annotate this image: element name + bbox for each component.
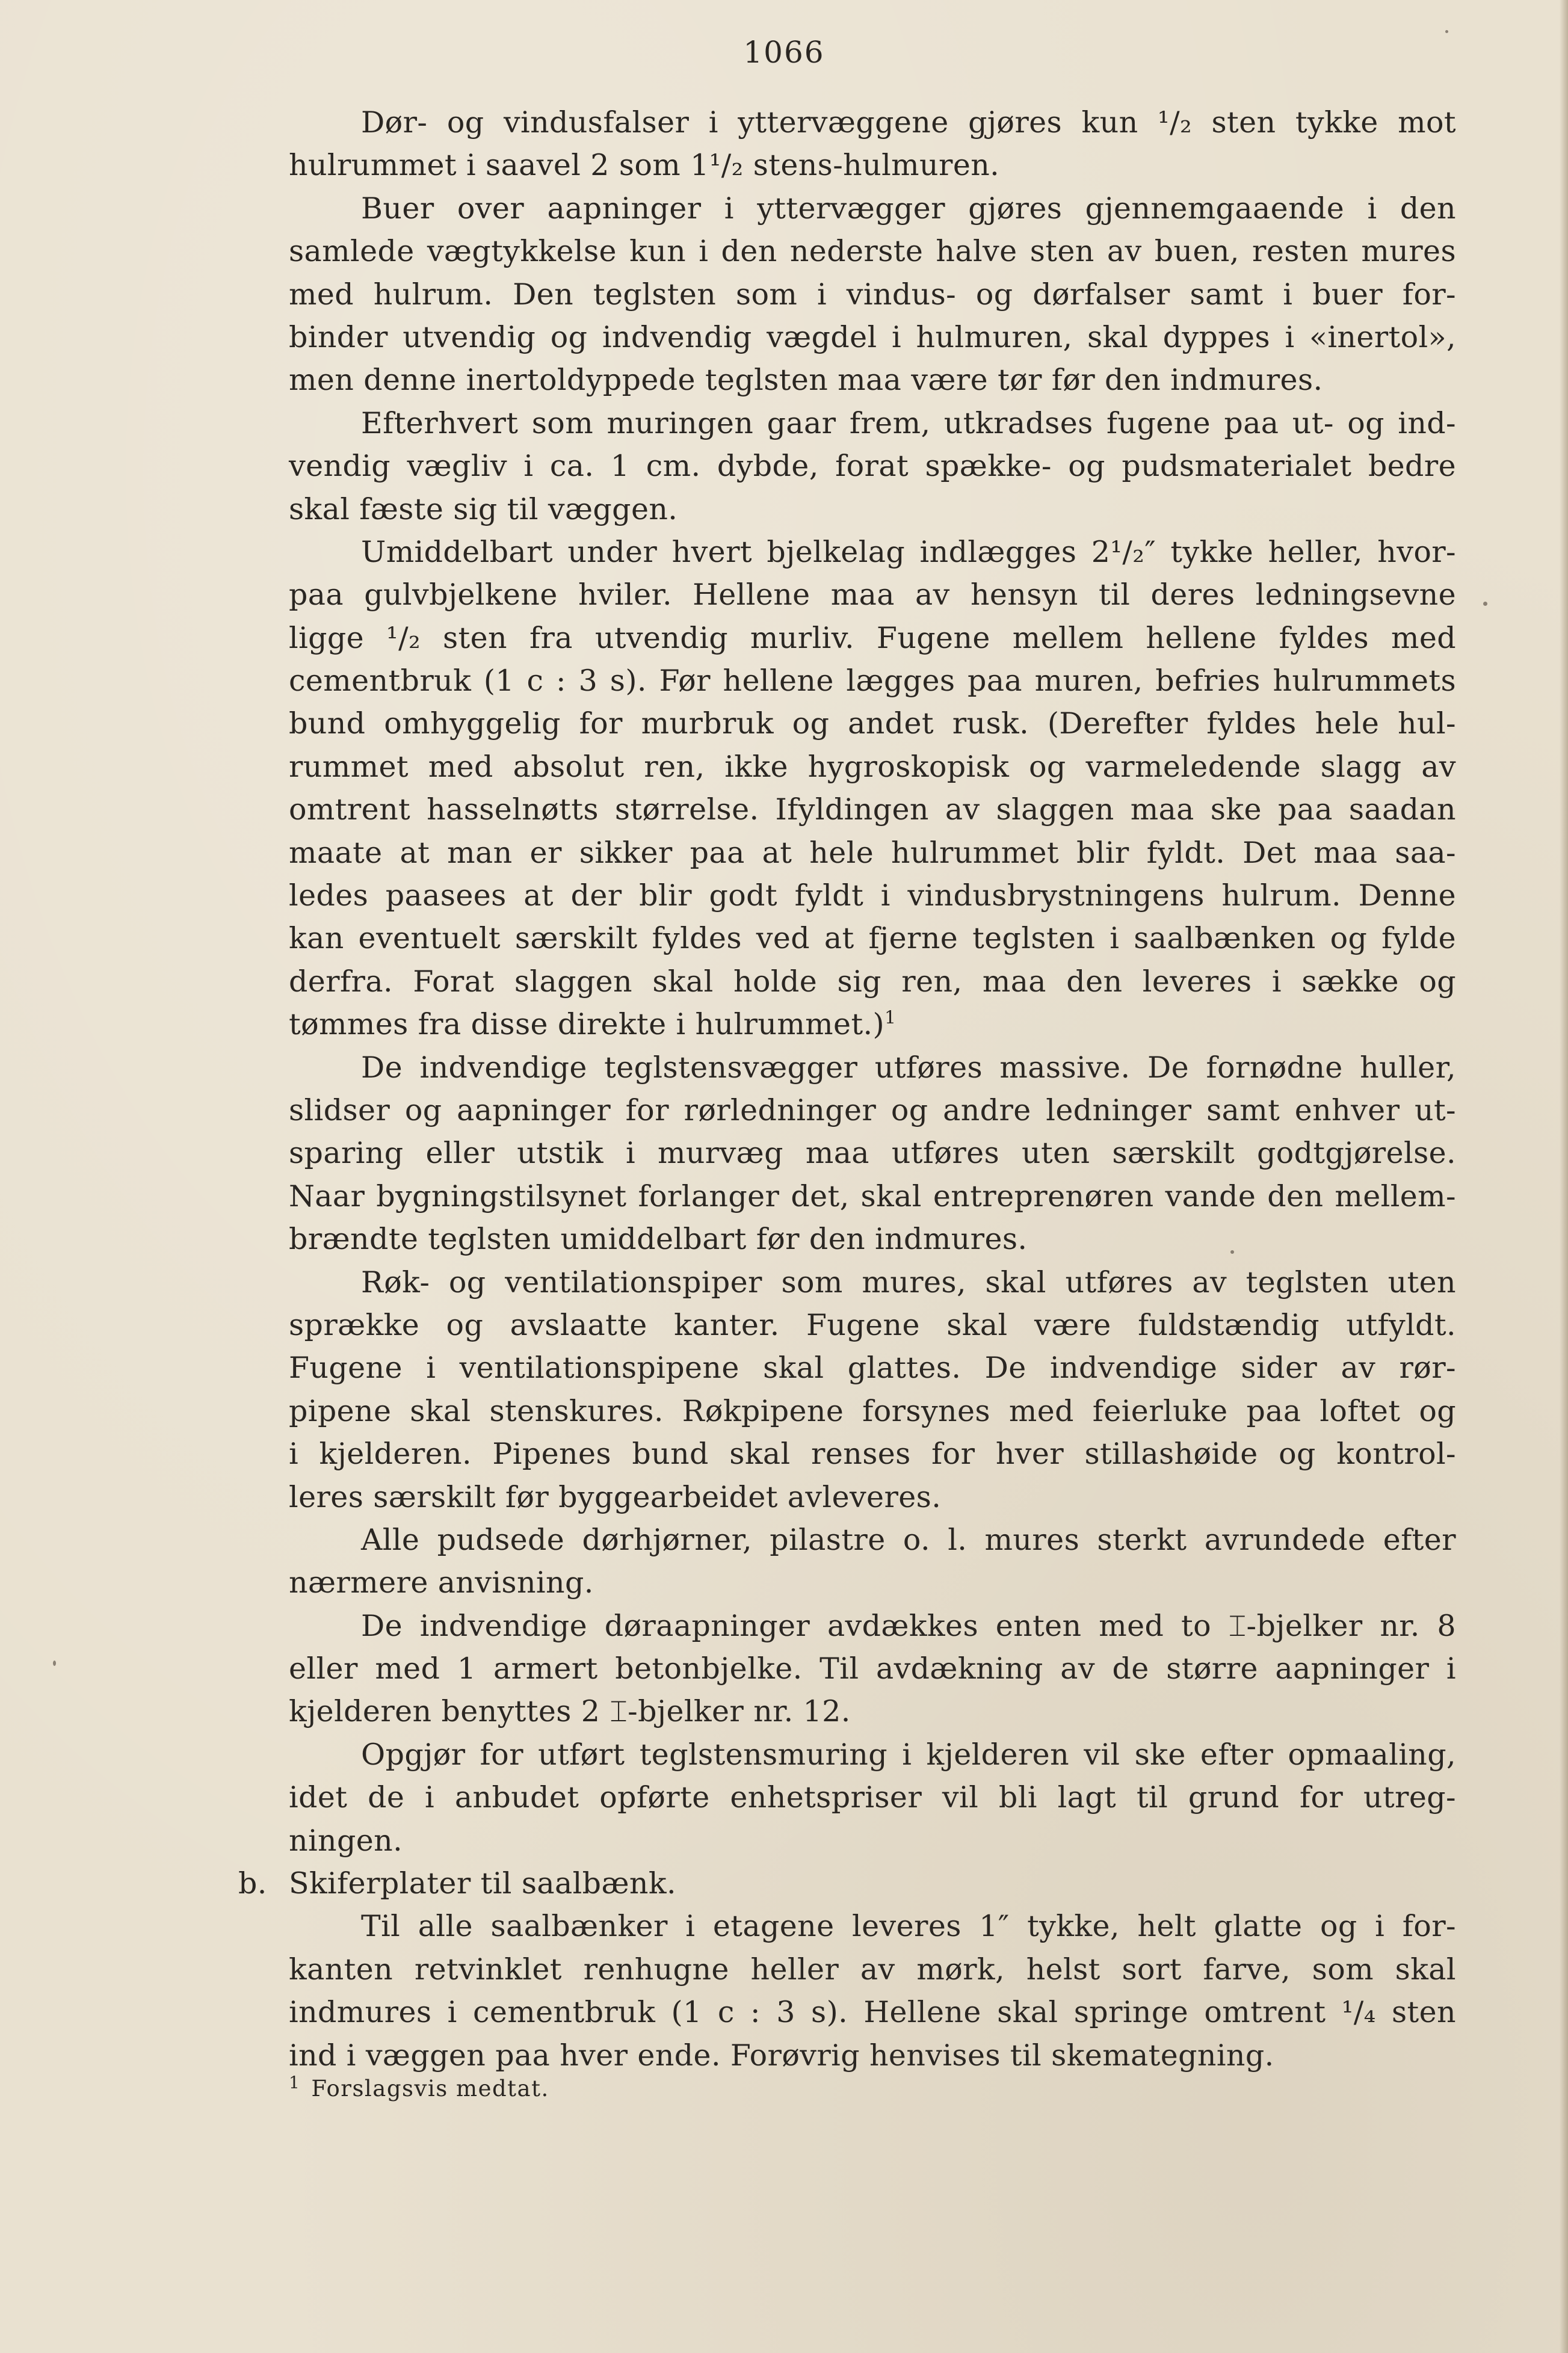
text-line xyxy=(289,960,1456,1003)
list-item-marker: b. xyxy=(238,1866,267,1901)
text-line-content: sparing eller utstik i murvæg maa utføres uten særskilt godtgjørelse. xyxy=(289,1136,1456,1171)
text-line-content: Skiferplater til saalbænk. xyxy=(289,1866,676,1901)
text-line-content: cementbruk (1 c : 3 s). Før hellene lægges paa muren, befries hulrummets xyxy=(289,664,1456,698)
text-line xyxy=(289,745,1456,788)
text-line xyxy=(289,101,1456,144)
text-line-content: binder utvendig og indvendig vægdel i hulmuren, skal dyppes i «inertol», xyxy=(289,319,1456,354)
scan-speck xyxy=(1230,1250,1234,1254)
text-line xyxy=(289,1733,1456,1776)
text-line xyxy=(289,1046,1456,1089)
scan-speck xyxy=(1483,602,1487,606)
text-line xyxy=(289,359,1456,401)
text-line xyxy=(289,1905,1456,1947)
text-line xyxy=(289,230,1456,273)
text-line xyxy=(289,831,1456,874)
text-line xyxy=(289,1304,1456,1346)
text-line xyxy=(289,617,1456,659)
scan-speck xyxy=(53,1661,56,1666)
text-line-content: Buer over aapninger i yttervægger gjøres gjennemgaaende i den xyxy=(361,191,1456,226)
text-line xyxy=(289,1819,1456,1862)
text-line xyxy=(289,1175,1456,1218)
text-line xyxy=(289,1218,1456,1260)
text-line-content: rummet med absolut ren, ikke hygroskopisk og varmeledende slagg av xyxy=(289,749,1456,784)
text-line-content: bund omhyggelig for murbruk og andet rusk. (Derefter fyldes hele hul- xyxy=(289,706,1456,741)
text-line xyxy=(289,1647,1456,1690)
text-line-content: tømmes fra disse direkte i hulrummet.) xyxy=(289,1007,885,1042)
text-line-content: paa gulvbjelkene hviler. Hellene maa av hensyn til deres ledningsevne xyxy=(289,578,1456,612)
text-line-content: Til alle saalbænker i etagene leveres 1″ tykke, helt glatte og i for- xyxy=(361,1909,1456,1944)
text-line-content: med hulrum. Den teglsten som i vindus- og dørfalser samt i buer for- xyxy=(289,277,1456,312)
text-line xyxy=(289,1991,1456,2034)
text-line xyxy=(289,1776,1456,1819)
text-line-content: De indvendige teglstensvægger utføres massive. De fornødne huller, xyxy=(361,1050,1456,1085)
page-edge-shadow xyxy=(1560,0,1568,2353)
text-line xyxy=(289,1605,1456,1647)
text-line xyxy=(289,1690,1456,1733)
text-line-content: Umiddelbart under hvert bjelkelag indlægges 2¹/₂″ tykke heller, hvor- xyxy=(361,534,1456,569)
text-line-content: Alle pudsede dørhjørner, pilastre o. l. mures sterkt avrundede efter xyxy=(361,1522,1456,1557)
text-line xyxy=(289,573,1456,616)
text-line-content: leres særskilt før byggearbeidet avleveres. xyxy=(289,1479,942,1514)
text-line-content: skal fæste sig til væggen. xyxy=(289,492,678,526)
text-line-content: ind i væggen paa hver ende. Forøvrig henvises til skemategning. xyxy=(289,2038,1274,2073)
text-line xyxy=(289,1346,1456,1389)
text-line xyxy=(289,1561,1456,1604)
text-line-content: men denne inertoldyppede teglsten maa være tør før den indmures. xyxy=(289,363,1323,398)
text-line xyxy=(289,917,1456,960)
text-line-content: indmures i cementbruk (1 c : 3 s). Hellene skal springe omtrent ¹/₄ sten xyxy=(289,1995,1456,2030)
text-line-content: kan eventuelt særskilt fyldes ved at fjerne teglsten i saalbænken og fylde xyxy=(289,921,1456,956)
text-line xyxy=(289,187,1456,230)
text-line-content: derfra. Forat slaggen skal holde sig ren, maa den leveres i sække og xyxy=(289,964,1456,999)
text-line-content: Røk- og ventilationspiper som mures, skal utføres av teglsten uten xyxy=(361,1265,1456,1300)
text-line-content: idet de i anbudet opførte enhetspriser vil bli lagt til grund for utreg- xyxy=(289,1780,1456,1815)
text-line-content: Fugene i ventilationspipene skal glattes. De indvendige sider av rør- xyxy=(289,1351,1456,1386)
text-line xyxy=(289,402,1456,445)
text-line-content: Efterhvert som muringen gaar frem, utkradses fugene paa ut- og ind- xyxy=(361,406,1456,440)
text-line xyxy=(238,1862,1456,1905)
text-line-content: kjelderen benyttes 2 ⌶-bjelker nr. 12. xyxy=(289,1694,851,1729)
text-line xyxy=(289,2034,1456,2077)
text-line xyxy=(289,702,1456,745)
text-line-content: ningen. xyxy=(289,1823,403,1858)
text-line xyxy=(289,488,1456,531)
footnote-reference: 1 xyxy=(884,1007,897,1029)
text-line xyxy=(289,874,1456,917)
text-line-content: pipene skal stenskures. Røkpipene forsynes med feierluke paa loftet og xyxy=(289,1393,1456,1428)
text-line-content: omtrent hasselnøtts størrelse. Ifyldingen av slaggen maa ske paa saadan xyxy=(289,792,1456,827)
text-line-content: Dør- og vindusfalser i yttervæggene gjøres kun ¹/₂ sten tykke mot xyxy=(361,105,1456,140)
text-line xyxy=(289,659,1456,702)
text-line-content: brændte teglsten umiddelbart før den indmures. xyxy=(289,1222,1028,1257)
text-line-content: sprække og avslaatte kanter. Fugene skal være fuldstændig utfyldt. xyxy=(289,1307,1456,1342)
text-line-content: vendig vægliv i ca. 1 cm. dybde, forat spække- og pudsmaterialet bedre xyxy=(289,449,1456,484)
text-line-content: Opgjør for utført teglstensmuring i kjelderen vil ske efter opmaaling, xyxy=(361,1737,1456,1772)
text-line-content: nærmere anvisning. xyxy=(289,1565,594,1600)
text-line-content: i kjelderen. Pipenes bund skal renses for hver stillashøide og kontrol- xyxy=(289,1437,1456,1472)
text-line xyxy=(289,1476,1456,1519)
text-line xyxy=(289,273,1456,316)
text-line xyxy=(289,1390,1456,1432)
text-line xyxy=(289,1132,1456,1174)
text-line-content: eller med 1 armert betonbjelke. Til avdækning av de større aapninger i xyxy=(289,1651,1456,1686)
text-line xyxy=(289,1261,1456,1304)
text-line xyxy=(289,1089,1456,1132)
text-line xyxy=(289,1003,1456,1046)
text-line xyxy=(289,316,1456,359)
footnote-mark: 1 xyxy=(289,2072,301,2092)
text-line-content: slidser og aapninger for rørledninger og andre ledninger samt enhver ut- xyxy=(289,1093,1456,1127)
text-line xyxy=(289,1948,1456,1991)
text-line-content: kanten retvinklet renhugne heller av mørk, helst sort farve, som skal xyxy=(289,1952,1456,1987)
text-line-content: hulrummet i saavel 2 som 1¹/₂ stens-hulmuren. xyxy=(289,148,1000,183)
text-line xyxy=(289,531,1456,573)
text-line-content: De indvendige døraapninger avdækkes enten med to ⌶-bjelker nr. 8 xyxy=(361,1608,1456,1643)
text-line-content: ledes paasees at der blir godt fyldt i vindusbrystningens hulrum. Denne xyxy=(289,878,1456,913)
text-line xyxy=(289,1519,1456,1561)
text-line xyxy=(289,788,1456,831)
text-line xyxy=(289,1432,1456,1475)
text-line xyxy=(289,144,1456,187)
text-line-content: ligge ¹/₂ sten fra utvendig murliv. Fugene mellem hellene fyldes med xyxy=(289,620,1456,655)
page-number: 1066 xyxy=(743,35,825,70)
footnote xyxy=(289,2072,1456,2102)
text-line-content: samlede vægtykkelse kun i den nederste halve sten av buen, resten mures xyxy=(289,234,1456,269)
footnote-text: Forslagsvis medtat. xyxy=(311,2076,549,2102)
scan-speck xyxy=(1445,30,1448,33)
text-line-content: Naar bygningstilsynet forlanger det, skal entreprenøren vande den mellem- xyxy=(289,1179,1456,1214)
text-line xyxy=(289,445,1456,487)
text-line-content: maate at man er sikker paa at hele hulrummet blir fyldt. Det maa saa- xyxy=(289,835,1456,870)
body-text xyxy=(238,101,1456,2077)
